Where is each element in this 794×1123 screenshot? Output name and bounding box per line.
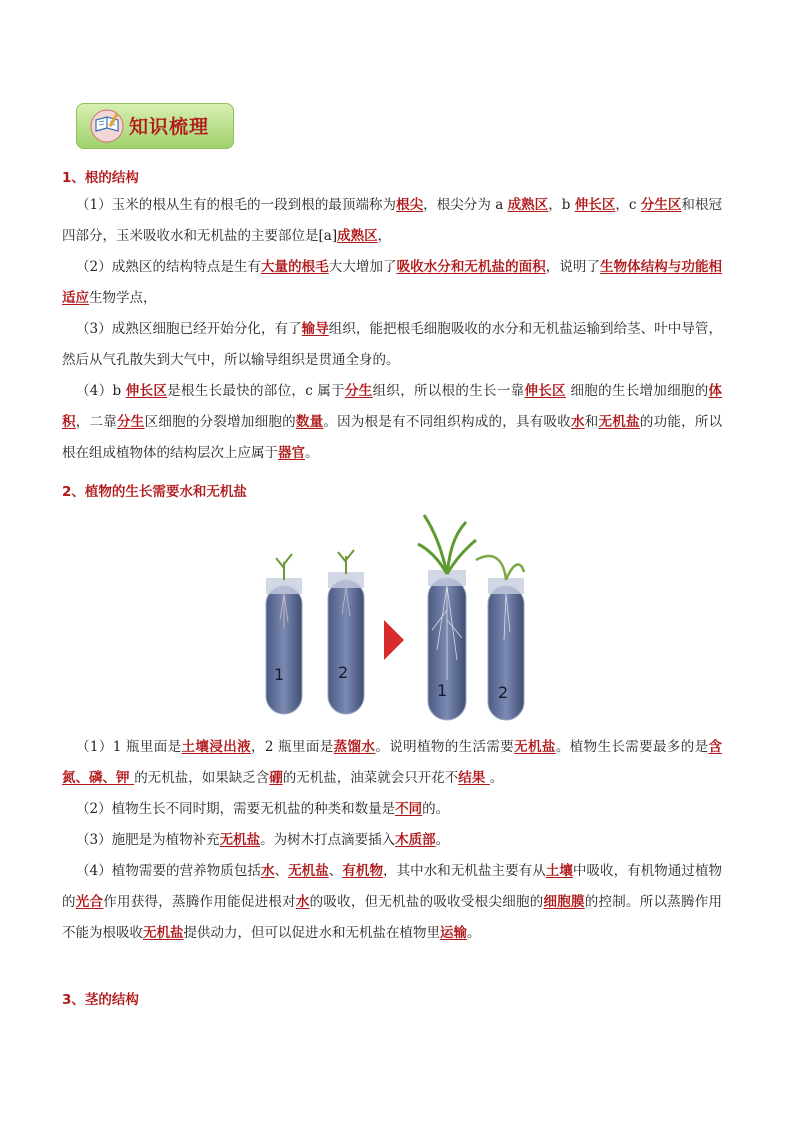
answer-text: 土壤浸出液 [181, 739, 251, 755]
body-text: （2）植物生长不同时期，需要无机盐的种类和数量是 [76, 801, 396, 817]
body-text: （1）玉米的根从生有的根毛的一段到根的最顶端称为 [76, 197, 397, 213]
answer-text: 细胞膜 [543, 894, 585, 910]
body-text: 。因为根是有不同组织构成的，具有吸收 [323, 414, 571, 430]
body-text: 、 [328, 863, 343, 879]
body-text: 。 [489, 770, 504, 786]
answer-text: 不同 [395, 801, 423, 817]
body-text: ， [377, 228, 392, 244]
answer-text: 蒸馏水 [333, 739, 376, 755]
para-water-1 [62, 732, 722, 794]
answer-text: 分生 [344, 383, 373, 399]
body-text: ，其中水和无机盐主要有从 [383, 863, 546, 879]
test-tube-experiment-figure [254, 510, 542, 728]
answer-text: 运输 [440, 925, 467, 941]
body-text: 的无机盐，如果缺乏含 [134, 770, 270, 786]
body-text: （2）成熟区的结构特点是生有 [76, 259, 261, 275]
para-root-4 [62, 376, 722, 469]
answer-text: 生物体结构与功能相适应 [62, 259, 723, 306]
answer-text: 水 [295, 894, 310, 910]
answer-text: 根尖 [396, 197, 424, 213]
para-water-2 [62, 794, 722, 825]
answer-text: 分生 [117, 414, 145, 430]
answer-text: 光合 [75, 894, 104, 910]
body-text: 。植物生长需要最多的是 [555, 739, 709, 755]
tube-label: 2 [338, 663, 349, 682]
tube-label: 1 [274, 665, 285, 684]
body-text: ，2 瓶里面是 [250, 739, 334, 755]
body-text: 区细胞的分裂增加细胞的 [144, 414, 296, 430]
body-text: 。为树木打点滴要插入 [260, 832, 396, 848]
answer-text: 无机盐 [514, 739, 556, 755]
answer-text: 数量 [295, 414, 324, 430]
answer-text: 含氮、磷、钾 [62, 739, 723, 786]
body-text: 是根生长最快的部位，c 属于 [167, 383, 345, 399]
body-text: （1）1 瓶里面是 [76, 739, 182, 755]
body-text: 组织，能把根毛细胞吸收的水分和无机盐运输到给茎、叶中导管，然后从气孔散失到大气中，所以输导组织是贯通全身的。 [62, 321, 722, 368]
body-text: 和 [584, 414, 599, 430]
body-text: 细胞的生长增加细胞的 [565, 383, 709, 399]
answer-text: 土壤 [545, 863, 573, 879]
body-text: （4）b [76, 383, 126, 399]
arrow-icon [384, 620, 404, 660]
heading-stem-structure: 3、茎的结构 [62, 992, 139, 1008]
answer-text: 成熟区 [507, 197, 549, 213]
banner-title: 知识梳理 [129, 116, 210, 138]
answer-text: 体积 [62, 383, 723, 430]
body-text: （3）成熟区细胞已经开始分化，有了 [76, 321, 302, 337]
body-text: 的无机盐，油菜就会只开花不 [282, 770, 459, 786]
heading-water-minerals: 2、植物的生长需要水和无机盐 [62, 484, 247, 500]
tube-label: 2 [498, 683, 509, 702]
answer-text: 无机盐 [598, 414, 640, 430]
answer-text: 成熟区 [337, 228, 378, 244]
tube-label: 1 [437, 681, 448, 700]
answer-text: 伸长区 [574, 197, 616, 213]
answer-text: 伸长区 [125, 383, 168, 399]
body-text: 。 [305, 445, 319, 461]
body-text: 的。 [422, 801, 450, 817]
answer-text: 输导 [301, 321, 329, 337]
body-text: 的控制。所以蒸腾作用不能为根吸收 [62, 894, 723, 941]
body-text: 作用获得，蒸腾作用能促进根对 [103, 894, 296, 910]
answer-text: 水 [571, 414, 585, 430]
para-root-3 [62, 314, 722, 376]
answer-text: 器官 [278, 445, 305, 461]
answer-text: 大量的根毛 [260, 259, 329, 275]
answer-text: 无机盐 [288, 863, 329, 879]
body-text: 、 [274, 863, 289, 879]
para-water-4 [62, 856, 722, 949]
body-text: ，根尖分为 a [423, 197, 508, 213]
body-text: ，二靠 [75, 414, 118, 430]
answer-text: 吸收水分和无机盐的面积 [396, 259, 546, 275]
body-text: 提供动力，但可以促进水和无机盐在植物里 [183, 925, 440, 941]
book-icon [90, 109, 124, 143]
body-text: ，c [615, 197, 641, 213]
section-banner [76, 103, 234, 149]
body-text: 的功能，所以根在组成植物体的结构层次上应属于 [62, 414, 723, 461]
body-text: （4）植物需要的营养物质包括 [76, 863, 261, 879]
answer-text: 无机盐 [143, 925, 184, 941]
para-root-2 [62, 252, 722, 314]
answer-text: 水 [260, 863, 275, 879]
body-text: 。 [467, 925, 481, 941]
heading-root-structure: 1、根的结构 [62, 170, 139, 186]
answer-text: 伸长区 [524, 383, 566, 399]
body-text: 生物学点， [89, 290, 157, 306]
body-text: ，说明了 [545, 259, 601, 275]
para-root-1 [62, 190, 722, 252]
tube-2-before [328, 550, 364, 714]
body-text: （3）施肥是为植物补充 [76, 832, 220, 848]
body-text: 的吸收，但无机盐的吸收受根尖细胞的 [309, 894, 544, 910]
answer-text: 硼 [269, 770, 283, 786]
body-text: 组织，所以根的生长一靠 [372, 383, 525, 399]
para-water-3 [62, 825, 722, 856]
answer-text: 木质部 [395, 832, 436, 848]
body-text: ，b [548, 197, 575, 213]
answer-text: 结果 [458, 770, 490, 786]
body-text: 大大增加了 [328, 259, 397, 275]
answer-text: 无机盐 [219, 832, 261, 848]
body-text: 和根冠四部分，玉米吸收水和无机盐的主要部位是[a] [62, 197, 723, 244]
body-text: 。 [435, 832, 450, 848]
body-text: 。说明植物的生活需要 [375, 739, 515, 755]
tube-1-before [266, 554, 302, 714]
body-text: 中吸收，有机物通过植物的 [62, 863, 723, 910]
answer-text: 有机物 [342, 863, 384, 879]
answer-text: 分生区 [640, 197, 682, 213]
